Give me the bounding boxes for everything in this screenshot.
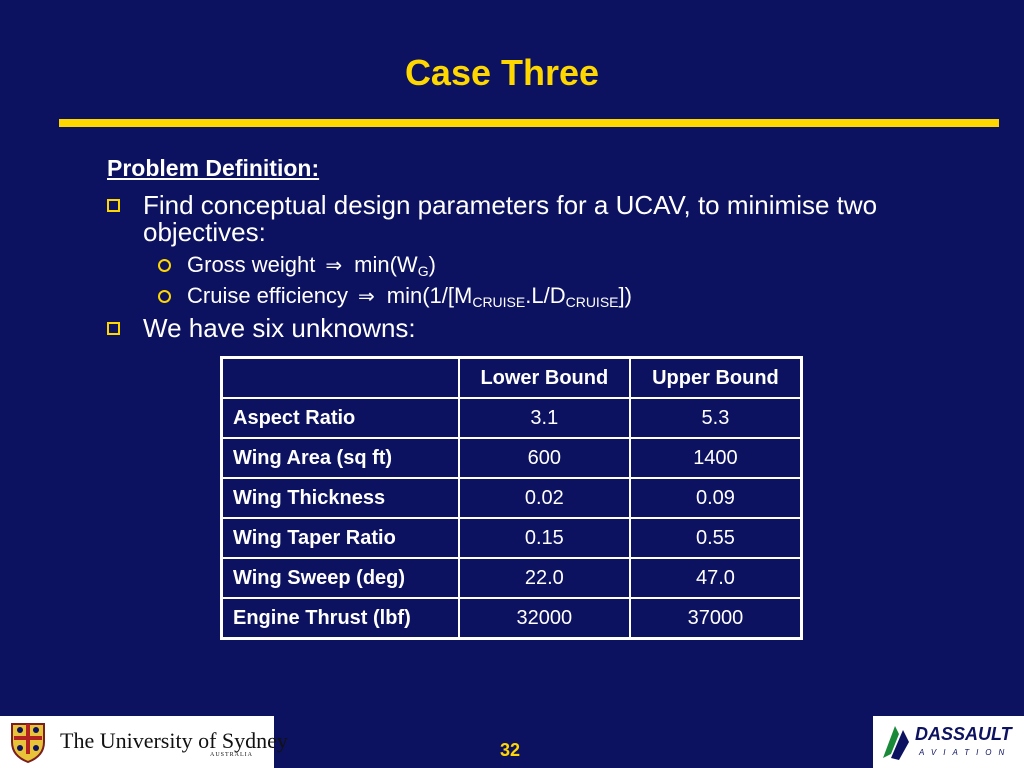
table-header-row — [222, 358, 802, 399]
row-label: Wing Area (sq ft) — [222, 438, 459, 478]
lower-bound-cell: 600 — [459, 438, 630, 478]
university-name: The University of Sydney — [60, 728, 288, 753]
objective-expr-mid: .L/D — [525, 283, 566, 308]
upper-bound-cell: 5.3 — [630, 398, 802, 438]
table-row — [222, 558, 802, 598]
page-number: 32 — [500, 740, 521, 760]
objective-name: Gross weight — [187, 252, 316, 277]
lower-bound-cell: 32000 — [459, 598, 630, 639]
table-row — [222, 518, 802, 558]
dassault-wordmark: DASSAULT — [915, 724, 1012, 744]
bullet-text-line2: objectives: — [143, 217, 266, 247]
bullet-text: Find conceptual design parameters for a UCAV, to minimise two — [143, 190, 878, 220]
upper-bound-cell: 0.09 — [630, 478, 802, 518]
upper-bound-cell: 47.0 — [630, 558, 802, 598]
objective-expr: min(W — [354, 252, 418, 277]
university-crest-icon — [8, 720, 48, 764]
row-label: Engine Thrust (lbf) — [222, 598, 459, 639]
table-row — [222, 438, 802, 478]
upper-bound-cell: 0.55 — [630, 518, 802, 558]
lower-bound-cell: 0.02 — [459, 478, 630, 518]
row-label: Wing Thickness — [222, 478, 459, 518]
implies-arrow: ⇒ — [358, 286, 375, 308]
slide-title: Case Three — [404, 52, 600, 93]
upper-bound-cell: 37000 — [630, 598, 802, 639]
square-bullet-icon — [107, 322, 120, 335]
upper-bound-cell: 1400 — [630, 438, 802, 478]
lower-bound-cell: 3.1 — [459, 398, 630, 438]
title-rule — [59, 119, 999, 127]
bounds-table — [220, 356, 803, 640]
column-header-lower: Lower Bound — [459, 358, 630, 399]
row-label: Wing Sweep (deg) — [222, 558, 459, 598]
objective-expr-sub: CRUISE — [472, 294, 526, 310]
objective-expr: min(1/[M — [386, 283, 473, 308]
circle-bullet-icon — [158, 290, 171, 303]
objective-text — [187, 252, 436, 279]
square-bullet-icon — [107, 199, 120, 212]
dassault-aviation-text: AVIATION — [919, 748, 1012, 757]
table-row — [222, 598, 802, 639]
column-header-blank — [222, 358, 459, 399]
objective-expr-sub2: CRUISE — [565, 294, 619, 310]
dassault-aviation-logo — [873, 716, 1024, 768]
table-row — [222, 478, 802, 518]
dassault-emblem-icon — [879, 720, 913, 764]
objective-expr-end: ]) — [618, 283, 632, 308]
table-row — [222, 398, 802, 438]
problem-definition-heading: Problem Definition: — [107, 155, 320, 181]
university-country: AUSTRALIA — [210, 752, 253, 758]
column-header-upper: Upper Bound — [630, 358, 802, 399]
implies-arrow: ⇒ — [325, 255, 343, 277]
row-label: Wing Taper Ratio — [222, 518, 459, 558]
row-label: Aspect Ratio — [222, 398, 459, 438]
objective-expr-sub: G — [417, 263, 429, 279]
circle-bullet-icon — [158, 259, 171, 272]
bullet-text: We have six unknowns: — [143, 313, 416, 343]
lower-bound-cell: 0.15 — [459, 518, 630, 558]
objective-name: Cruise efficiency — [187, 283, 348, 308]
lower-bound-cell: 22.0 — [459, 558, 630, 598]
objective-expr-end: ) — [428, 252, 436, 277]
university-of-sydney-logo — [0, 716, 288, 768]
objective-text — [187, 283, 632, 310]
